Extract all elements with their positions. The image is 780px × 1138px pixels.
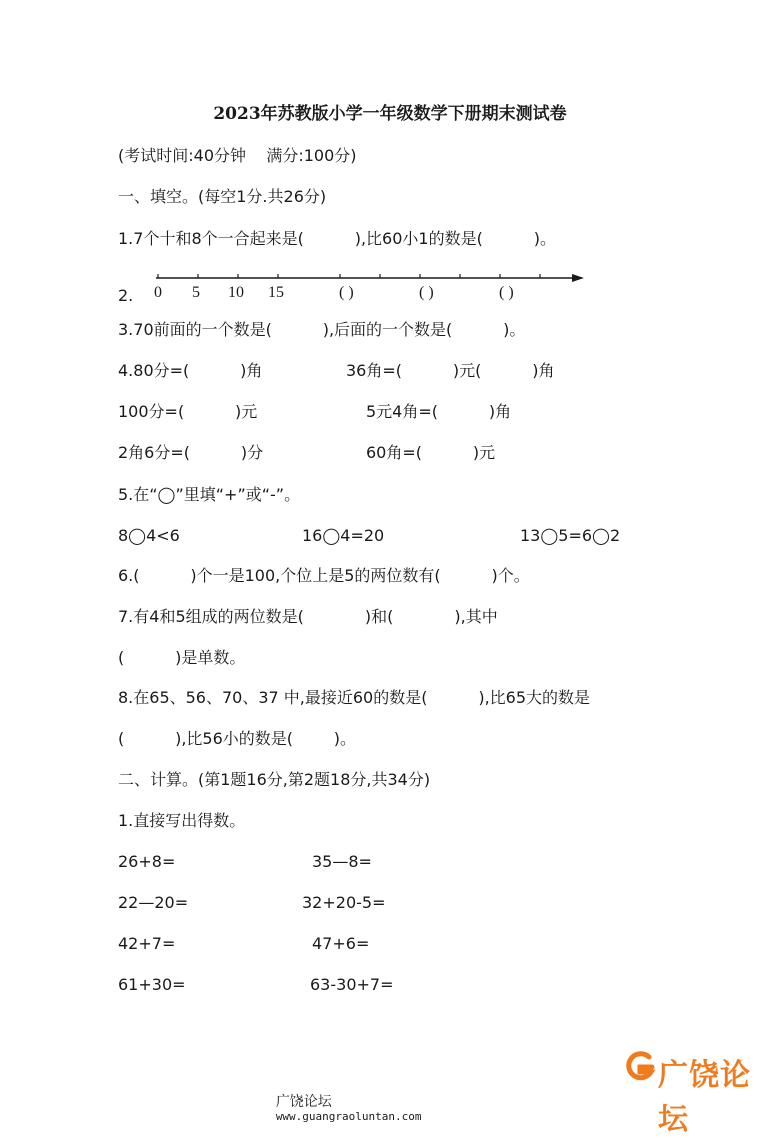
calc-item: 22—20= [118,893,189,912]
question-2-number: 2. [118,286,134,305]
question-5: 5.在“◯”里填“+”或“-”。 [118,485,301,504]
question-4-f: 60角=( )元 [366,443,496,462]
calc-item: 26+8= [118,852,176,871]
footer [258,1081,422,1137]
number-line [154,265,584,305]
footer-url: www.guangraoluntan.com [275,1110,422,1123]
calc-item: 42+7= [118,934,176,953]
logo-g-icon [622,1048,658,1088]
number-line-label-5: 5 [192,284,200,301]
calc-item: 47+6= [312,934,370,953]
section2-heading: 二、计算。(第1题16分,第2题18分,共34分) [118,770,431,789]
section1-heading: 一、填空。(每空1分.共26分) [118,187,327,206]
question-8-line-1: 8.在65、56、70、37 中,最接近60的数是( ),比65大的数是 [118,688,591,707]
number-line-label-10: 10 [228,284,244,301]
number-line-label-0: 0 [154,284,162,301]
exam-info: (考试时间:40分钟 满分:100分) [118,146,357,165]
question-6: 6.( )个一是100,个位上是5的两位数有( )个。 [118,566,530,585]
question-5-item-1: 8◯4<6 [118,526,180,545]
question-4-e: 2角6分=( )分 [118,443,264,462]
number-line-label-15: 15 [268,284,284,301]
question-7-line-2: ( )是单数。 [118,648,246,667]
number-line-arrow [572,274,584,282]
number-line-blank-3: ( ) [499,284,514,301]
question-8-line-2: ( ),比56小的数是( )。 [118,729,356,748]
exam-title: 2023年苏教版小学一年级数学下册期末测试卷 [213,104,567,124]
question-4-d: 5元4角=( )角 [366,402,512,421]
calc-item: 63-30+7= [310,975,394,994]
question-3: 3.70前面的一个数是( ),后面的一个数是( )。 [118,320,526,339]
number-line-blank-2: ( ) [419,284,434,301]
calc-item: 61+30= [118,975,186,994]
question-7-line-1: 7.有4和5组成的两位数是( )和( ),其中 [118,607,498,626]
footer-site-name: 广饶论坛 [275,1094,332,1110]
question-4-a: 4.80分=( )角 [118,361,263,380]
question-1: 1.7个十和8个一合起来是( ),比60小1的数是( )。 [118,229,556,248]
question-5-item-2: 16◯4=20 [302,526,385,545]
number-line-blank-1: ( ) [339,284,354,301]
calc-item: 32+20-5= [302,893,386,912]
logo-text: 广饶论坛 [658,1058,751,1137]
calc-item: 35—8= [312,852,372,871]
section2-sub1: 1.直接写出得数。 [118,811,246,830]
question-5-item-3: 13◯5=6◯2 [520,526,621,545]
site-logo [622,1044,772,1137]
question-4-c: 100分=( )元 [118,402,258,421]
question-4-b: 36角=( )元( )角 [346,361,555,380]
